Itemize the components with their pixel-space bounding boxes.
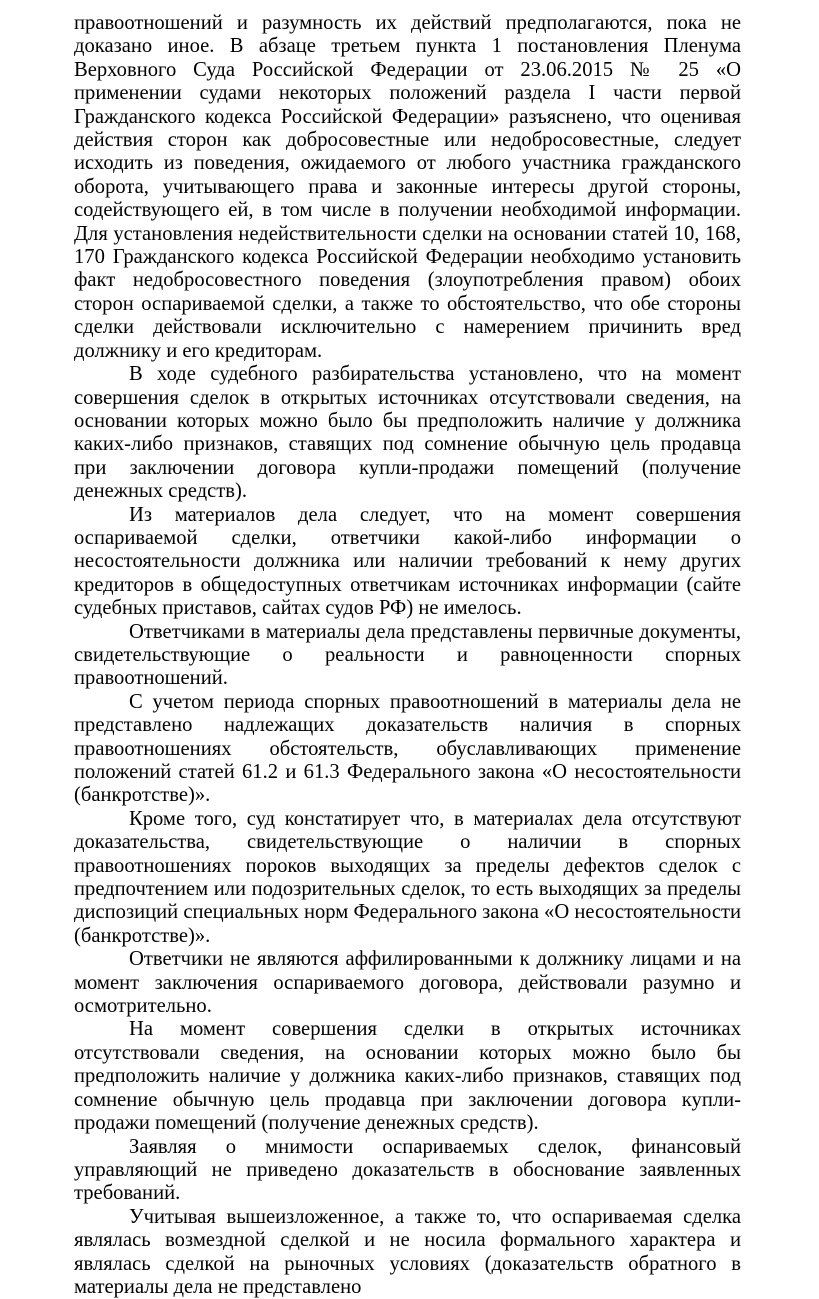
paragraph-1: правоотношений и разумность их действий предполагаются, пока не доказано иное. В абзаце третьем пункта 1 постановления Пленума Верховного Суда Российской Федерации от 23.06.2015 № 25 «О применении судами некоторых положений раздела I части первой Гражданского кодекса Российской Федерации» разъяснено, что оценивая действия сторон как добросовестные или недобросовестные, следует исходить из поведения, ожидаемого от любого участника гражданского оборота, учитывающего права и законные интересы другой стороны, содействующего ей, в том числе в получении необходимой информации. Для установления недействительности сделки на основании статей 10, 168, 170 Гражданского кодекса Российской Федерации необходимо установить факт недобросовестного поведения (злоупотребления правом) обоих сторон оспариваемой сделки, а также то обстоятельство, что обе стороны сделки действовали исключительно с намерением причинить вред должнику и его кредиторам.: [74, 12, 741, 362]
paragraph-8: На момент совершения сделки в открытых источниках отсутствовали сведения, на основании которых можно было бы предположить наличие у должника каких-либо признаков, ставящих под сомнение обычную цель продавца при заключении договора купли-продажи помещений (получение денежных средств).: [74, 1018, 741, 1135]
paragraph-3: Из материалов дела следует, что на момент совершения оспариваемой сделки, ответчики какой-либо информации о несостоятельности должника или наличии требований к нему других кредиторов в общедоступных ответчикам источниках информации (сайте судебных приставов, сайтах судов РФ) не имелось.: [74, 503, 741, 620]
paragraph-4: Ответчиками в материалы дела представлены первичные документы, свидетельствующие о реальности и равноценности спорных правоотношений.: [74, 620, 741, 690]
paragraph-10: Учитывая вышеизложенное, а также то, что оспариваемая сделка являлась возмездной сделкой и не носила формального характера и являлась сделкой на рыночных условиях (доказательств обратного в материалы дела не представлено: [74, 1205, 741, 1298]
paragraph-9: Заявляя о мнимости оспариваемых сделок, финансовый управляющий не приведено доказательств в обоснование заявленных требований.: [74, 1135, 741, 1205]
paragraph-5: С учетом периода спорных правоотношений в материалы дела не представлено надлежащих доказательств наличия в спорных правоотношениях обстоятельств, обуславливающих применение положений статей 61.2 и 61.3 Федерального закона «О несостоятельности (банкротстве)».: [74, 690, 741, 807]
paragraph-6: Кроме того, суд констатирует что, в материалах дела отсутствуют доказательства, свидетельствующие о наличии в спорных правоотношениях пороков выходящих за пределы дефектов сделок с предпочтением или подозрительных сделок, то есть выходящих за пределы диспозиций специальных норм Федерального закона «О несостоятельности (банкротстве)».: [74, 807, 742, 947]
paragraph-7: Ответчики не являются аффилированными к должнику лицами и на момент заключения оспариваемого договора, действовали разумно и осмотрительно.: [74, 948, 741, 1018]
paragraph-2: В ходе судебного разбирательства установлено, что на момент совершения сделок в открытых источниках отсутствовали сведения, на основании которых можно было бы предположить наличие у должника каких-либо признаков, ставящих под сомнение обычную цель продавца при заключении договора купли-продажи помещений (получение денежных средств).: [74, 363, 741, 503]
